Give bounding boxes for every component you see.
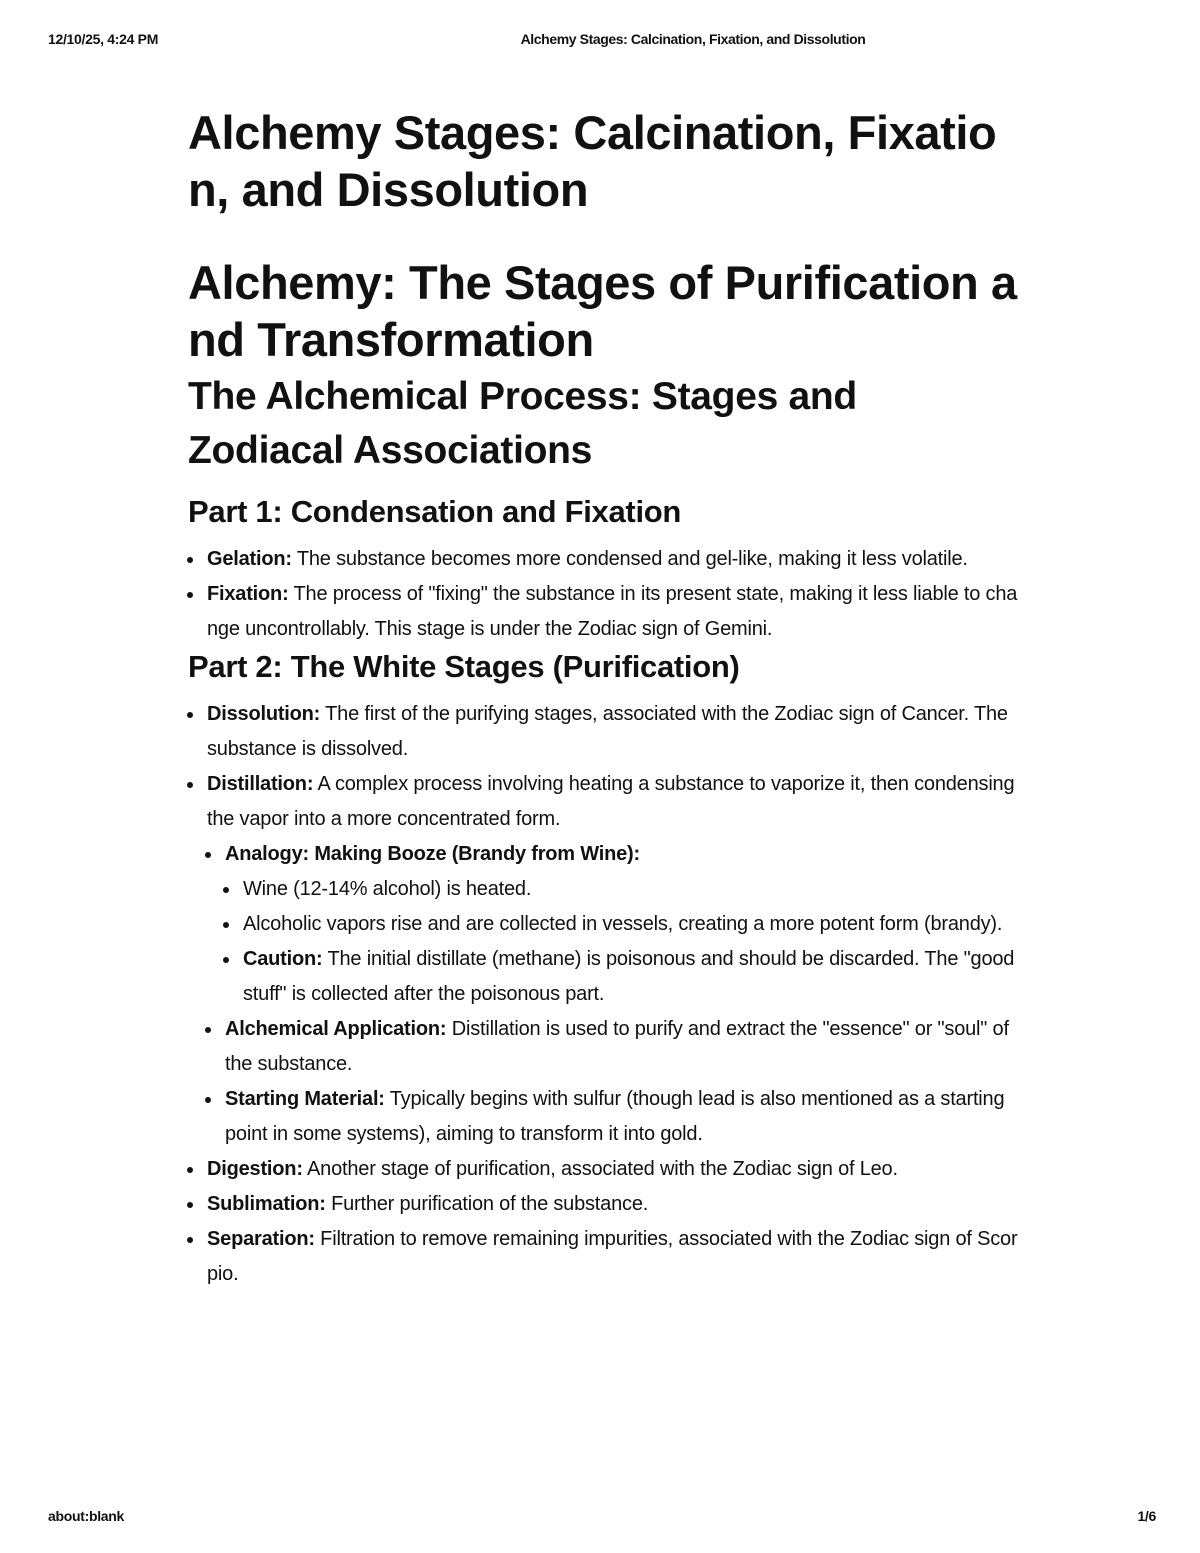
list-item-analogy [206, 837, 1018, 872]
sub-heading: The Alchemical Process: Stages and Zodiacal Associations [188, 375, 857, 472]
term-distillation: Distillation: [207, 773, 314, 795]
print-header-timestamp: 12/10/25, 4:24 PM [48, 31, 159, 47]
part2-list-continued [188, 1152, 1018, 1292]
document-body [188, 104, 1018, 1292]
term-dissolution: Dissolution: [207, 703, 321, 725]
term-sublimation: Sublimation: [207, 1193, 326, 1215]
part1-heading: Part 1: Condensation and Fixation [188, 494, 682, 529]
term-gelation: Gelation: [207, 548, 292, 570]
list-item-gelation [188, 542, 1018, 577]
desc-sublimation: Further purification of the substance. [325, 1193, 649, 1215]
distillation-sublist-2 [188, 1012, 1018, 1152]
desc-caution: The initial distillate (methane) is poisonous and should be discarded. The "good stuff" is collected after the poisonous part. [243, 948, 1015, 1005]
list-item-caution [224, 942, 1018, 1012]
list-item-sublimation [188, 1187, 1018, 1222]
main-heading: Alchemy: The Stages of Purification and Transformation [188, 256, 1017, 366]
print-header-title: Alchemy Stages: Calcination, Fixation, and Dissolution [520, 31, 866, 47]
desc-dissolution: The first of the purifying stages, associated with the Zodiac sign of Cancer. The substance is dissolved. [207, 703, 1008, 760]
analogy-sublist [188, 872, 1018, 1012]
list-item-fixation [188, 577, 1018, 647]
list-item-digestion [188, 1152, 1018, 1187]
desc-starting-material: Typically begins with sulfur (though lead is also mentioned as a starting point in some systems), aiming to transform it into gold. [225, 1088, 1005, 1145]
term-caution: Caution: [243, 948, 323, 970]
part1-list [188, 542, 1018, 647]
part2-heading: Part 2: The White Stages (Purification) [188, 649, 740, 684]
document-title: Alchemy Stages: Calcination, Fixation, and Dissolution [188, 106, 997, 216]
term-starting-material: Starting Material: [225, 1088, 385, 1110]
desc-application: Distillation is used to purify and extract the "essence" or "soul" of the substance. [225, 1018, 1009, 1075]
list-item-separation [188, 1222, 1018, 1292]
distillation-sublist [188, 837, 1018, 872]
list-item-application [206, 1012, 1018, 1082]
term-digestion: Digestion: [207, 1158, 303, 1180]
term-application: Alchemical Application: [225, 1018, 447, 1040]
term-analogy: Analogy: Making Booze (Brandy from Wine): [225, 843, 640, 865]
list-item-wine [224, 872, 1018, 907]
desc-fixation: The process of "fixing" the substance in its present state, making it less liable to change uncontrollably. This stage is under the Zodiac sign of Gemini. [207, 583, 1018, 640]
desc-vapors: Alcoholic vapors rise and are collected in vessels, creating a more potent form (brandy). [243, 913, 1003, 935]
print-footer-page-number: 1/6 [1137, 1508, 1156, 1524]
term-separation: Separation: [207, 1228, 315, 1250]
print-footer-url: about:blank [48, 1508, 125, 1524]
list-item-dissolution [188, 697, 1018, 767]
desc-separation: Filtration to remove remaining impurities, associated with the Zodiac sign of Scorpio. [207, 1228, 1018, 1285]
list-item-distillation [188, 767, 1018, 837]
part2-list [188, 697, 1018, 837]
term-fixation: Fixation: [207, 583, 289, 605]
desc-digestion: Another stage of purification, associated with the Zodiac sign of Leo. [302, 1158, 898, 1180]
list-item-vapors [224, 907, 1018, 942]
list-item-starting-material [206, 1082, 1018, 1152]
desc-wine: Wine (12-14% alcohol) is heated. [243, 878, 532, 900]
desc-gelation: The substance becomes more condensed and gel-like, making it less volatile. [291, 548, 968, 570]
desc-distillation: A complex process involving heating a substance to vaporize it, then condensing the vapor into a more concentrated form. [207, 773, 1015, 830]
